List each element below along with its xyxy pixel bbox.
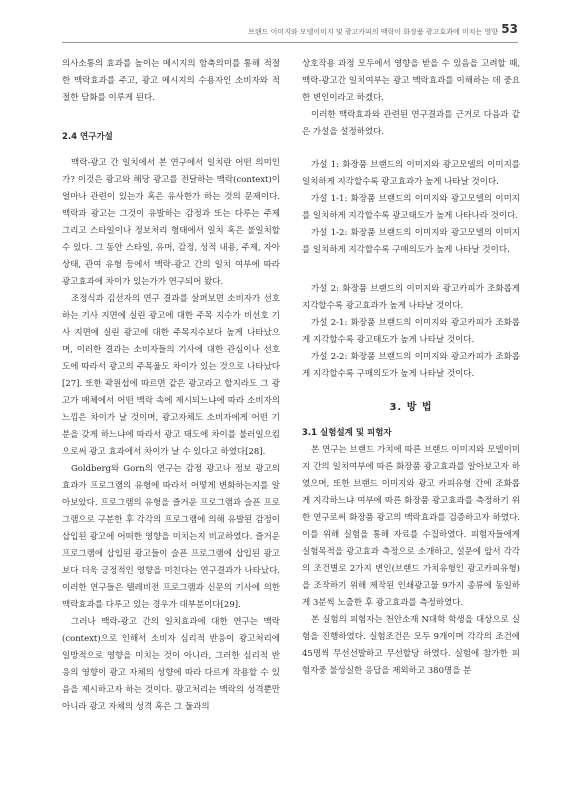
running-header xyxy=(0,14,578,48)
page-number: 53 xyxy=(501,22,518,36)
body-paragraph: 맥락-광고 간 일치에서 본 연구에서 일치란 어떤 의미인가? 이것은 광고와 해당 광고를 전달하는 맥락(context)이 얼마나 관련이 있는가 혹은 유사한가 하는 것의 문제이다. 맥락과 광고는 그것이 유발하는 감정과 또는 다루는 주제 그리고 스타일이나 정보처리 형태에서 일치 혹은 불일치할 수 있다. 그 동안 스타일, 유머, 감정, 성적 내용, 주제, 자아 상태, 관여 유형 등에서 맥락-광고 간의 일치 여부에 따라 광고효과에 차이가 있는가가 연구되어 왔다. xyxy=(62,158,280,287)
body-paragraph: 상호작용 과정 모두에서 영향을 받을 수 있음을 고려할 때, 맥락-광고간 일치여부는 광고 맥락효과를 이해하는 데 중요한 변인이라고 하겠다. xyxy=(302,59,520,103)
body-paragraph: Goldberg와 Gorn의 연구는 감정 광고나 정보 광고의 효과가 프로그램의 유형에 따라서 어떻게 변화하는지를 알아보았다. 프로그램의 유형을 즐거운 프로그램과 슬픈 프로그램으로 구분한 후 각각의 프로그램에 의해 유발된 감정이 삽입된 광고에 어떠한 영향을 미치는지 비교하였다. 즐거운 프로그램에 삽입된 광고들이 슬픈 프로그램에 삽입된 광고보다 더욱 긍정적인 영향을 미친다는 연구결과가 나타났다. 이러한 연구들은 텔레비전 프로그램과 신문의 기사에 의한 맥락효과를 다루고 있는 경우가 대부분이다[29]. xyxy=(62,464,280,610)
hypothesis-2: 가설 2: 화장품 브랜드의 이미지와 광고카피가 조화롭게 지각할수록 광고효과가 높게 나타날 것이다. xyxy=(302,284,520,311)
section-heading-3: 3. 방 법 xyxy=(389,402,433,413)
body-paragraph: 조정식과 김선자의 연구 결과를 살펴보면 소비자가 선호하는 기사 지면에 실린 광고에 대한 주목 지수가 비선호 기사 지면에 실린 광고에 대한 주목지수보다 높게 나타났으며, 이러한 결과는 소비자들의 기사에 대한 관심이나 선호도에 따라서 광고의 주목율도 차이가 있는 것으로 나타났다[27]. 또한 곽원섭에 따르면 같은 광고라고 할지라도 그 광고가 매체에서 어떤 맥락 속에 제시되느냐에 따라 소비자의 느낌은 차이가 날 것이며, 광고자체도 소비자에게 어떤 기분을 갖게 하느냐에 따라서 광고 태도에 차이를 불러일으킴으로써 광고 효과에서 차이가 날 수 있다고 하였다[28]. xyxy=(62,294,280,457)
body-paragraph: 이러한 맥락효과와 관련된 연구결과를 근거로 다음과 같은 가설을 설정하였다. xyxy=(302,110,520,137)
right-column xyxy=(302,56,520,680)
hypothesis-1-2: 가설 1-2: 화장품 브랜드의 이미지와 광고모델의 이미지를 일치하게 지각할수록 구매의도가 높게 나타날 것이다. xyxy=(302,228,520,255)
body-paragraph: 본 연구는 브랜드 가치에 따른 브랜드 이미지와 모델이미지 간의 일치여부에 따른 화장품 광고효과를 알아보고자 하였으며, 또한 브랜드 이미지와 광고 카피유형 간에 조화롭게 지각하느냐 여부에 따른 화장품 광고효과를 측정하기 위한 연구로써 화장품 광고의 맥락효과를 검증하고자 하였다. 이를 위해 실험을 통해 자료를 수집하였다. 피험자들에게 실험목적을 광고효과 측정으로 소개하고, 설문에 앞서 각각의 조건별로 2가지 변인(브랜드 가치유형인 광고카피유형)을 조작하기 위해 제작된 인쇄광고물 9가지 종류에 동일하게 3분씩 노출한 후 광고효과를 측정하였다. xyxy=(302,445,520,608)
running-title: 브랜드 이미지와 모델이미지 및 광고카피의 맥락이 화장품 광고효과에 미치는 영향 xyxy=(248,28,498,36)
body-paragraph: 본 실험의 피험자는 천안소재 N대학 학생을 대상으로 실험을 진행하였다. 실험조건은 모두 9개이며 각각의 조건에 45명씩 무선선발하고 무선할당 하였다. 실험에 참가한 피험자중 불성실한 응답을 제외하고 380명을 분 xyxy=(302,615,520,676)
body-paragraph: 그러나 맥락-광고 간의 일치효과에 대한 연구는 맥락(context)으로 인해서 소비자 심리적 반응이 광고처리에 일방적으로 영향을 미치는 것이 아니라, 그러한 심리적 반응의 영향이 광고 자체의 성향에 따라 다르게 작용할 수 있음을 제시하고자 하는 것이다. 광고처리는 맥락의 성격뿐만 아니라 광고 자체의 성격 혹은 그 둘과의 xyxy=(62,617,280,712)
left-column xyxy=(62,56,280,716)
intro-paragraph: 의사소통의 효과를 높이는 메시지의 함축의미를 통해 적절한 맥락효과를 주고, 광고 메시지의 수용자인 소비자와 적절한 담화를 이루게 된다. xyxy=(62,59,280,103)
header-rule xyxy=(62,42,518,43)
hypothesis-2-1: 가설 2-1: 화장품 브랜드의 이미지와 광고카피가 조화롭게 지각할수록 광고태도가 높게 나타날 것이다. xyxy=(302,318,520,345)
section-heading-2-4: 2.4 연구가설 xyxy=(62,132,113,142)
hypothesis-1-1: 가설 1-1: 화장품 브랜드의 이미지와 광고모델의 이미지를 일치하게 지각할수록 광고태도가 높게 나타나라 것이다. xyxy=(302,194,520,221)
section-heading-3-1: 3.1 실험설계 및 피험자 xyxy=(302,428,392,438)
hypothesis-1: 가설 1: 화장품 브랜드의 이미지와 광고모델의 이미지를 일치하게 지각할수록 광고효과가 높게 나타날 것이다. xyxy=(302,160,520,187)
hypothesis-2-2: 가설 2-2: 화장품 브랜드의 이미지와 광고카피가 조화롭게 지각할수록 구매의도가 높게 나타날 것이다. xyxy=(302,352,520,379)
